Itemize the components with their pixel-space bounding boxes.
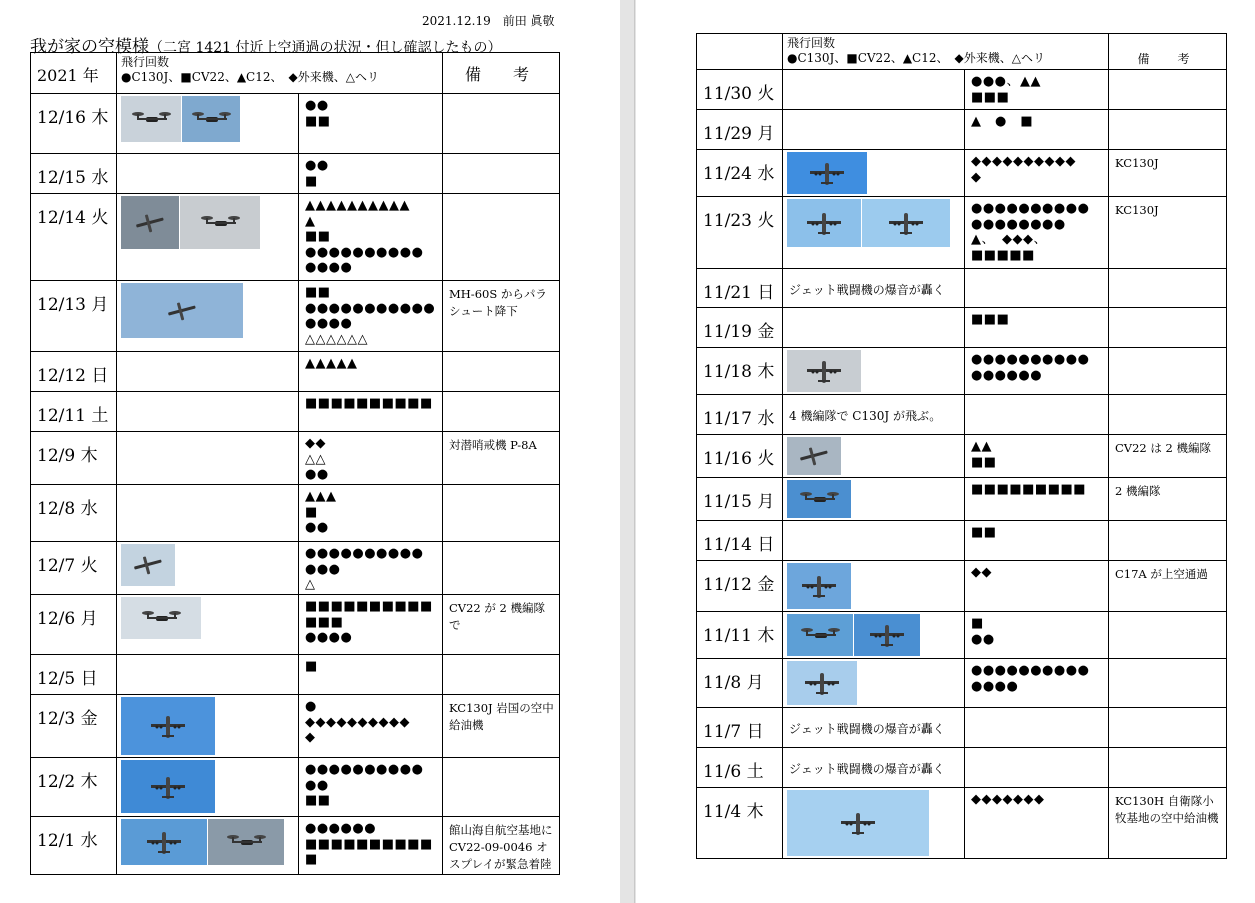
flight-mark-line: ●●●● bbox=[305, 316, 353, 331]
aircraft-photo bbox=[182, 96, 240, 142]
flight-mark-line: ▲ bbox=[305, 213, 316, 229]
row-date: 12/14 火 bbox=[31, 194, 117, 281]
flight-mark-line: ■■■ bbox=[971, 89, 1010, 105]
flight-mark-line: ■ bbox=[305, 852, 318, 867]
row-remark bbox=[1109, 308, 1227, 348]
row-photos bbox=[117, 695, 299, 758]
row-photos bbox=[117, 542, 299, 595]
row-remark bbox=[1109, 521, 1227, 561]
flight-mark-line: ◆ bbox=[971, 169, 982, 185]
airplane-icon bbox=[794, 442, 834, 470]
row-flight-marks bbox=[299, 485, 443, 542]
row-photos bbox=[117, 194, 299, 281]
row-remark bbox=[443, 154, 560, 194]
flight-log-row bbox=[31, 154, 560, 194]
row-photos bbox=[783, 70, 965, 110]
flight-log-row bbox=[697, 110, 1227, 150]
flight-log-row bbox=[31, 432, 560, 485]
flight-mark-line: ■■■■■ bbox=[971, 247, 1035, 263]
row-date: 11/24 水 bbox=[697, 150, 783, 197]
remarks-header: 備 考 bbox=[443, 53, 560, 94]
flight-log-row bbox=[697, 748, 1227, 788]
flight-mark-line: ▲▲▲▲▲▲▲▲▲▲ bbox=[305, 198, 410, 213]
row-flight-marks bbox=[965, 561, 1109, 612]
flight-mark-line: ● bbox=[305, 699, 317, 714]
flight-mark-line: △△ bbox=[305, 451, 326, 467]
row-remark: 2 機編隊 bbox=[1109, 478, 1227, 521]
row-photos bbox=[783, 521, 965, 561]
row-flight-marks bbox=[965, 197, 1109, 269]
row-remark: KC130J 岩国の空中給油機 bbox=[443, 695, 560, 758]
flight-mark-line: ■ bbox=[971, 616, 984, 631]
flight-count-header bbox=[117, 53, 443, 94]
row-photos bbox=[783, 478, 965, 521]
flight-mark-line: ▲▲ bbox=[971, 439, 992, 454]
transport-icon bbox=[886, 209, 926, 237]
row-remark: 館山海自航空基地に CV22-09-0046 オスプレイが緊急着陸 bbox=[443, 817, 560, 875]
flight-mark-line: ■■■ bbox=[305, 614, 344, 630]
transport-icon bbox=[867, 621, 907, 649]
row-photos bbox=[117, 352, 299, 392]
row-date: 11/15 月 bbox=[697, 478, 783, 521]
document-date-author: 2021.12.19 前田 眞敬 bbox=[422, 14, 555, 28]
aircraft-photo bbox=[121, 597, 201, 639]
row-date: 11/29 月 bbox=[697, 110, 783, 150]
flight-mark-line: △△△△△△ bbox=[305, 331, 368, 347]
aircraft-photo bbox=[787, 199, 861, 247]
row-photos bbox=[783, 659, 965, 708]
transport-icon bbox=[804, 357, 844, 385]
row-note: ジェット戦闘機の爆音が轟く bbox=[783, 748, 965, 788]
row-date: 12/1 水 bbox=[31, 817, 117, 875]
flight-mark-line: ●●●● bbox=[971, 678, 1019, 694]
row-flight-marks bbox=[299, 432, 443, 485]
row-date: 11/12 金 bbox=[697, 561, 783, 612]
flight-count-label: 飛行回数 bbox=[787, 36, 836, 50]
flight-log-row bbox=[31, 758, 560, 817]
flight-mark-line: ▲ ● ■ bbox=[971, 114, 1034, 129]
row-date: 11/30 火 bbox=[697, 70, 783, 110]
row-photos bbox=[117, 655, 299, 695]
row-remark bbox=[443, 655, 560, 695]
table-header-row bbox=[697, 34, 1227, 70]
row-remark bbox=[1109, 612, 1227, 659]
airplane-icon bbox=[128, 551, 168, 579]
row-date: 11/6 土 bbox=[697, 748, 783, 788]
row-remark bbox=[1109, 708, 1227, 748]
row-photos bbox=[783, 435, 965, 478]
row-date: 11/4 木 bbox=[697, 788, 783, 859]
row-remark: KC130J bbox=[1109, 150, 1227, 197]
flight-mark-line: ●● bbox=[305, 467, 329, 482]
flight-mark-line: ◆◆◆◆◆◆◆ bbox=[971, 792, 1045, 807]
flight-mark-line: ●●●、▲▲ bbox=[971, 74, 1042, 89]
row-date: 12/2 木 bbox=[31, 758, 117, 817]
row-remark bbox=[443, 392, 560, 432]
aircraft-photo bbox=[787, 350, 861, 392]
aircraft-photo bbox=[787, 437, 841, 475]
row-remark bbox=[443, 485, 560, 542]
flight-mark-line: ■■■■■■■■■■ bbox=[305, 836, 433, 852]
airplane-icon bbox=[162, 297, 202, 325]
row-photos bbox=[117, 154, 299, 194]
tiltrotor-icon bbox=[226, 828, 266, 856]
aircraft-legend: ●C130J、■CV22、▲C12、 ◆外来機、△ヘリ bbox=[787, 51, 1045, 65]
flight-log-row bbox=[31, 94, 560, 154]
row-remark bbox=[443, 542, 560, 595]
flight-log-row bbox=[697, 561, 1227, 612]
flight-log-row bbox=[31, 655, 560, 695]
flight-mark-line: ■■ bbox=[305, 113, 331, 129]
flight-log-row bbox=[31, 485, 560, 542]
row-flight-marks bbox=[965, 478, 1109, 521]
flight-mark-line: ◆◆◆◆◆◆◆◆◆◆ bbox=[971, 154, 1076, 169]
aircraft-photo bbox=[121, 196, 179, 249]
row-photos bbox=[783, 197, 965, 269]
row-flight-marks bbox=[299, 655, 443, 695]
flight-mark-line: ●●●●●●●●●●● bbox=[305, 300, 436, 316]
row-flight-marks bbox=[965, 659, 1109, 708]
flight-mark-line: ■■ bbox=[971, 525, 997, 540]
row-flight-marks bbox=[299, 542, 443, 595]
flight-mark-line: ●●●●●● bbox=[971, 367, 1043, 383]
flight-mark-line: ■■ bbox=[305, 229, 331, 244]
flight-mark-line: ●● bbox=[305, 520, 329, 535]
row-remark bbox=[1109, 348, 1227, 395]
row-flight-marks bbox=[965, 708, 1109, 748]
flight-mark-line: ●●●●●●●●●● bbox=[305, 244, 424, 260]
row-flight-marks bbox=[965, 748, 1109, 788]
row-photos bbox=[117, 432, 299, 485]
flight-log-row bbox=[31, 817, 560, 875]
row-remark bbox=[443, 194, 560, 281]
row-remark bbox=[443, 758, 560, 817]
aircraft-photo bbox=[121, 544, 175, 586]
gutter-divider bbox=[634, 0, 635, 903]
row-photos bbox=[117, 281, 299, 352]
flight-mark-line: ◆◆◆◆◆◆◆◆◆◆ bbox=[305, 714, 410, 730]
flight-log-row bbox=[31, 281, 560, 352]
flight-mark-line: ●●●●●●●●●● bbox=[971, 663, 1090, 678]
flight-mark-line: ●● bbox=[305, 98, 329, 113]
row-flight-marks bbox=[965, 395, 1109, 435]
row-flight-marks bbox=[299, 154, 443, 194]
row-flight-marks bbox=[965, 269, 1109, 308]
flight-log-row bbox=[697, 308, 1227, 348]
row-flight-marks bbox=[299, 352, 443, 392]
row-date: 12/6 月 bbox=[31, 595, 117, 655]
flight-log-row bbox=[697, 197, 1227, 269]
flight-log-row bbox=[697, 435, 1227, 478]
row-date: 12/8 水 bbox=[31, 485, 117, 542]
flight-log-row bbox=[697, 788, 1227, 859]
tiltrotor-icon bbox=[800, 621, 840, 649]
row-remark bbox=[1109, 110, 1227, 150]
flight-log-row bbox=[31, 352, 560, 392]
flight-mark-line: ■■ bbox=[305, 793, 331, 808]
aircraft-photo bbox=[121, 697, 215, 755]
flight-log-row bbox=[697, 348, 1227, 395]
aircraft-photo bbox=[121, 96, 181, 142]
row-date: 11/18 木 bbox=[697, 348, 783, 395]
row-flight-marks bbox=[299, 595, 443, 655]
flight-mark-line: ▲▲▲▲▲ bbox=[305, 356, 358, 371]
transport-icon bbox=[838, 809, 878, 837]
flight-mark-line: ●●●●●●●●●● bbox=[305, 762, 424, 777]
row-date: 12/12 日 bbox=[31, 352, 117, 392]
flight-mark-line: ▲▲▲ bbox=[305, 489, 337, 504]
flight-mark-line: ■■■ bbox=[971, 312, 1010, 327]
row-date: 11/21 日 bbox=[697, 269, 783, 308]
flight-log-row bbox=[31, 595, 560, 655]
flight-log-row bbox=[697, 269, 1227, 308]
aircraft-photo bbox=[862, 199, 950, 247]
flight-log-row bbox=[31, 695, 560, 758]
row-photos bbox=[783, 348, 965, 395]
row-flight-marks bbox=[299, 817, 443, 875]
row-date: 11/14 日 bbox=[697, 521, 783, 561]
row-photos bbox=[783, 561, 965, 612]
flight-mark-line: ●●●●●●●●●● bbox=[971, 352, 1090, 367]
row-date: 12/16 木 bbox=[31, 94, 117, 154]
row-date: 12/9 木 bbox=[31, 432, 117, 485]
aircraft-photo bbox=[208, 819, 284, 865]
row-date: 11/11 木 bbox=[697, 612, 783, 659]
flight-mark-line: ■■■■■■■■■■ bbox=[305, 599, 433, 614]
flight-log-row bbox=[31, 194, 560, 281]
flight-mark-line: ●●●● bbox=[305, 630, 353, 645]
row-photos bbox=[783, 308, 965, 348]
table-header-row bbox=[31, 53, 560, 94]
flight-log-row bbox=[697, 612, 1227, 659]
flight-mark-line: ■■ bbox=[305, 285, 331, 300]
flight-mark-line: ●●●● bbox=[305, 260, 353, 275]
tiltrotor-icon bbox=[799, 485, 839, 513]
row-remark bbox=[1109, 748, 1227, 788]
row-remark bbox=[1109, 659, 1227, 708]
row-photos bbox=[117, 817, 299, 875]
row-date: 11/16 火 bbox=[697, 435, 783, 478]
year-header: 2021 年 bbox=[31, 53, 117, 94]
row-remark: CV22 が 2 機編隊で bbox=[443, 595, 560, 655]
row-note: ジェット戦闘機の爆音が轟く bbox=[783, 269, 965, 308]
aircraft-legend: ●C130J、■CV22、▲C12、 ◆外来機、△ヘリ bbox=[121, 70, 379, 84]
row-remark: KC130H 自衛隊小牧基地の空中給油機 bbox=[1109, 788, 1227, 859]
row-flight-marks bbox=[299, 281, 443, 352]
remarks-header: 備 考 bbox=[1109, 34, 1227, 70]
aircraft-photo bbox=[121, 283, 243, 338]
row-flight-marks bbox=[299, 194, 443, 281]
row-note: ジェット戦闘機の爆音が轟く bbox=[783, 708, 965, 748]
row-remark bbox=[443, 352, 560, 392]
aircraft-photo bbox=[787, 614, 853, 656]
flight-mark-line: ■ bbox=[305, 659, 318, 674]
row-remark: CV22 は 2 機編隊 bbox=[1109, 435, 1227, 478]
flight-log-table-right bbox=[696, 33, 1227, 859]
row-date: 12/15 水 bbox=[31, 154, 117, 194]
transport-icon bbox=[807, 159, 847, 187]
flight-log-row bbox=[697, 708, 1227, 748]
row-remark bbox=[1109, 70, 1227, 110]
row-remark: C17A が上空通過 bbox=[1109, 561, 1227, 612]
transport-icon bbox=[799, 572, 839, 600]
transport-icon bbox=[144, 828, 184, 856]
row-remark bbox=[1109, 395, 1227, 435]
row-flight-marks bbox=[965, 150, 1109, 197]
row-note: 4 機編隊で C130J が飛ぶ。 bbox=[783, 395, 965, 435]
row-remark: KC130J bbox=[1109, 197, 1227, 269]
flight-mark-line: ◆◆ bbox=[971, 565, 992, 580]
flight-count-header bbox=[783, 34, 1109, 70]
aircraft-photo bbox=[180, 196, 260, 249]
row-date: 12/13 月 bbox=[31, 281, 117, 352]
row-date: 11/17 水 bbox=[697, 395, 783, 435]
tiltrotor-icon bbox=[200, 209, 240, 237]
row-photos bbox=[117, 485, 299, 542]
row-date: 12/3 金 bbox=[31, 695, 117, 758]
row-remark bbox=[443, 94, 560, 154]
flight-log-row bbox=[31, 542, 560, 595]
flight-mark-line: ◆ bbox=[305, 730, 316, 745]
row-date: 12/11 土 bbox=[31, 392, 117, 432]
row-remark: 対潜哨戒機 P-8A bbox=[443, 432, 560, 485]
flight-mark-line: △ bbox=[305, 577, 316, 592]
flight-mark-line: ▲、 ◆◆◆、 bbox=[971, 232, 1047, 247]
flight-log-row bbox=[697, 659, 1227, 708]
row-photos bbox=[783, 612, 965, 659]
aircraft-photo bbox=[787, 480, 851, 518]
row-flight-marks bbox=[965, 70, 1109, 110]
row-photos bbox=[783, 110, 965, 150]
row-flight-marks bbox=[965, 308, 1109, 348]
flight-mark-line: ●●● bbox=[305, 561, 341, 577]
row-flight-marks bbox=[299, 695, 443, 758]
flight-mark-line: ●●●●●●●●●● bbox=[305, 546, 424, 561]
row-date: 11/8 月 bbox=[697, 659, 783, 708]
row-flight-marks bbox=[965, 612, 1109, 659]
flight-count-label: 飛行回数 bbox=[121, 55, 170, 69]
flight-mark-line: ◆◆ bbox=[305, 436, 326, 451]
aircraft-photo bbox=[854, 614, 920, 656]
row-date: 11/19 金 bbox=[697, 308, 783, 348]
aircraft-photo bbox=[787, 790, 929, 856]
transport-icon bbox=[148, 712, 188, 740]
row-remark bbox=[1109, 269, 1227, 308]
flight-mark-line: ●●●●●● bbox=[305, 821, 377, 836]
flight-mark-line: ●● bbox=[305, 158, 329, 173]
flight-mark-line: ■■■■■■■■■ bbox=[971, 482, 1087, 497]
flight-mark-line: ●● bbox=[305, 777, 329, 793]
flight-log-row bbox=[697, 521, 1227, 561]
transport-icon bbox=[148, 773, 188, 801]
row-photos bbox=[783, 150, 965, 197]
flight-log-table-left bbox=[30, 52, 560, 875]
row-flight-marks bbox=[965, 788, 1109, 859]
aircraft-photo bbox=[787, 661, 857, 705]
row-flight-marks bbox=[299, 758, 443, 817]
row-date: 12/5 日 bbox=[31, 655, 117, 695]
row-photos bbox=[117, 94, 299, 154]
flight-mark-line: ■ bbox=[305, 173, 318, 189]
aircraft-photo bbox=[787, 152, 867, 194]
flight-mark-line: ●●●●●●●●●● bbox=[971, 201, 1090, 216]
row-photos bbox=[117, 758, 299, 817]
aircraft-photo bbox=[121, 819, 207, 865]
row-flight-marks bbox=[965, 521, 1109, 561]
date-header-blank bbox=[697, 34, 783, 70]
flight-mark-line: ●● bbox=[971, 631, 995, 647]
row-date: 11/7 日 bbox=[697, 708, 783, 748]
row-photos bbox=[783, 788, 965, 859]
row-date: 12/7 火 bbox=[31, 542, 117, 595]
tiltrotor-icon bbox=[131, 105, 171, 133]
flight-mark-line: ●●●●●●●● bbox=[971, 216, 1066, 232]
aircraft-photo bbox=[121, 760, 215, 813]
row-remark: MH-60S からパラシュート降下 bbox=[443, 281, 560, 352]
row-photos bbox=[117, 595, 299, 655]
row-flight-marks bbox=[299, 94, 443, 154]
airplane-icon bbox=[130, 209, 170, 237]
flight-log-row bbox=[697, 150, 1227, 197]
transport-icon bbox=[804, 209, 844, 237]
tiltrotor-icon bbox=[141, 604, 181, 632]
flight-log-row bbox=[697, 395, 1227, 435]
title-main: 我が家の空模様 bbox=[30, 37, 149, 57]
flight-log-row bbox=[697, 70, 1227, 110]
row-flight-marks bbox=[965, 348, 1109, 395]
row-flight-marks bbox=[299, 392, 443, 432]
row-date: 11/23 火 bbox=[697, 197, 783, 269]
flight-mark-line: ■■ bbox=[971, 454, 997, 470]
flight-mark-line: ■■■■■■■■■■ bbox=[305, 396, 433, 411]
title-subtitle: （二宮 1421 付近上空通過の状況・但し確認したもの） bbox=[149, 40, 502, 56]
flight-log-row bbox=[697, 478, 1227, 521]
transport-icon bbox=[802, 669, 842, 697]
row-flight-marks bbox=[965, 110, 1109, 150]
flight-log-row bbox=[31, 392, 560, 432]
aircraft-photo bbox=[787, 563, 851, 609]
row-flight-marks bbox=[965, 435, 1109, 478]
tiltrotor-icon bbox=[191, 105, 231, 133]
row-photos bbox=[117, 392, 299, 432]
flight-mark-line: ■ bbox=[305, 504, 318, 520]
